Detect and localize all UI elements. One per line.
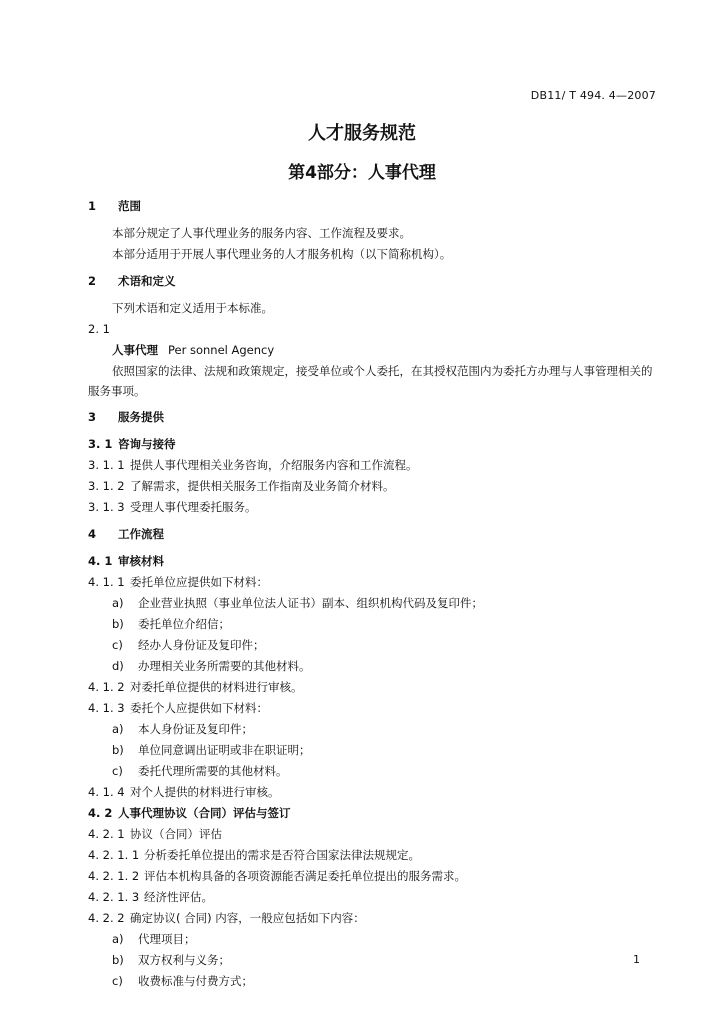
list-label: c) [112,974,123,988]
subsection-title: 咨询与接待 [118,437,176,451]
clause-number: 4. 1. 1 [88,575,125,589]
section-heading [88,271,658,292]
list-text: 委托代理所需要的其他材料。 [138,764,288,778]
list-label: b) [112,953,124,967]
clause-text: 确定协议( 合同) 内容，一般应包括如下内容： [130,911,365,925]
clause-text: 受理人事代理委托服务。 [130,500,257,514]
section-title: 服务提供 [118,410,164,424]
clause-text: 对委托单位提供的材料进行审核。 [130,680,303,694]
term-name: 人事代理 [112,343,158,357]
list-item [88,719,658,740]
subsection-number: 3. 1 [88,437,113,451]
subsection-title: 审核材料 [118,554,164,568]
clause-number: 4. 2. 1. 2 [88,869,140,883]
section-heading [88,196,658,217]
clause-text: 对个人提供的材料进行审核。 [130,785,280,799]
clause [88,572,658,593]
clause-text: 委托个人应提供如下材料： [130,701,268,715]
list-item [88,635,658,656]
paragraph: 本部分适用于开展人事代理业务的人才服务机构（以下简称机构）。 [112,247,452,261]
clause-number: 4. 1. 3 [88,701,125,715]
list-text: 企业营业执照（事业单位法人证书）副本、组织机构代码及复印件； [138,596,483,610]
list-item [88,740,658,761]
subsection-heading [88,551,658,572]
clause [88,908,658,929]
clause-number: 4. 1. 2 [88,680,125,694]
list-text: 双方权利与义务； [138,953,230,967]
clause [88,497,658,518]
term-definition: 依照国家的法律、法规和政策规定，接受单位或个人委托，在其授权范围内为委托方办理与人事管理相关的服务事项。 [88,364,653,398]
clause [88,782,658,803]
clause-number: 4. 2. 2 [88,911,125,925]
list-label: b) [112,617,124,631]
list-text: 委托单位介绍信； [138,617,230,631]
clause [88,455,658,476]
clause-number: 4. 2. 1. 3 [88,890,140,904]
list-label: d) [112,659,124,673]
list-item [88,614,658,635]
subsection-heading [88,803,658,824]
clause-text: 分析委托单位提出的需求是否符合国家法律法规规定。 [144,848,420,862]
section-number: 1 [88,199,97,213]
clause-text: 提供人事代理相关业务咨询，介绍服务内容和工作流程。 [130,458,418,472]
clause-text: 委托单位应提供如下材料： [130,575,268,589]
list-text: 本人身份证及复印件； [138,722,253,736]
section-title: 工作流程 [118,527,164,541]
clause-number: 3. 1. 3 [88,500,125,514]
list-item [88,971,658,992]
page-number: 1 [633,953,640,966]
clause [88,476,658,497]
subsection-heading [88,434,658,455]
list-item [88,761,658,782]
term-line [88,340,658,361]
clause-number: 3. 1. 2 [88,479,125,493]
document-title: 人才服务规范 [308,123,416,144]
list-label: b) [112,743,124,757]
list-item [88,950,658,971]
list-label: a) [112,722,124,736]
clause-number: 4. 2. 1. 1 [88,848,140,862]
list-item [88,929,658,950]
subsection-title: 人事代理协议（合同）评估与签订 [118,806,291,820]
clause-text: 经济性评估。 [144,890,213,904]
section-number: 4 [88,527,97,541]
list-label: a) [112,596,124,610]
clause-number: 4. 1. 4 [88,785,125,799]
list-item [88,593,658,614]
clause-number: 3. 1. 1 [88,458,125,472]
term-english: Per sonnel Agency [168,343,275,357]
document-body [88,196,658,992]
standard-code: DB11/ T 494. 4—2007 [530,89,656,102]
section-title: 术语和定义 [118,274,176,288]
clause [88,845,658,866]
clause [88,824,658,845]
paragraph: 下列术语和定义适用于本标准。 [112,301,273,315]
term-number: 2. 1 [88,322,110,336]
list-item [88,656,658,677]
list-text: 单位同意调出证明或非在职证明； [138,743,311,757]
clause-number: 4. 2. 1 [88,827,125,841]
document-subtitle: 第4部分：人事代理 [288,163,436,183]
paragraph: 本部分规定了人事代理业务的服务内容、工作流程及要求。 [112,226,411,240]
subsection-number: 4. 2 [88,806,113,820]
clause [88,866,658,887]
section-title: 范围 [118,199,141,213]
clause [88,887,658,908]
clause [88,698,658,719]
list-text: 经办人身份证及复印件； [138,638,265,652]
list-label: c) [112,764,123,778]
clause-text: 协议（合同）评估 [130,827,222,841]
section-heading [88,524,658,545]
clause-text: 评估本机构具备的各项资源能否满足委托单位提出的服务需求。 [144,869,466,883]
subsection-number: 4. 1 [88,554,113,568]
list-label: a) [112,932,124,946]
list-label: c) [112,638,123,652]
list-text: 代理项目； [138,932,196,946]
clause-text: 了解需求，提供相关服务工作指南及业务简介材料。 [130,479,395,493]
list-text: 收费标准与付费方式； [138,974,253,988]
clause [88,677,658,698]
section-number: 3 [88,410,97,424]
section-number: 2 [88,274,97,288]
list-text: 办理相关业务所需要的其他材料。 [138,659,311,673]
section-heading [88,407,658,428]
